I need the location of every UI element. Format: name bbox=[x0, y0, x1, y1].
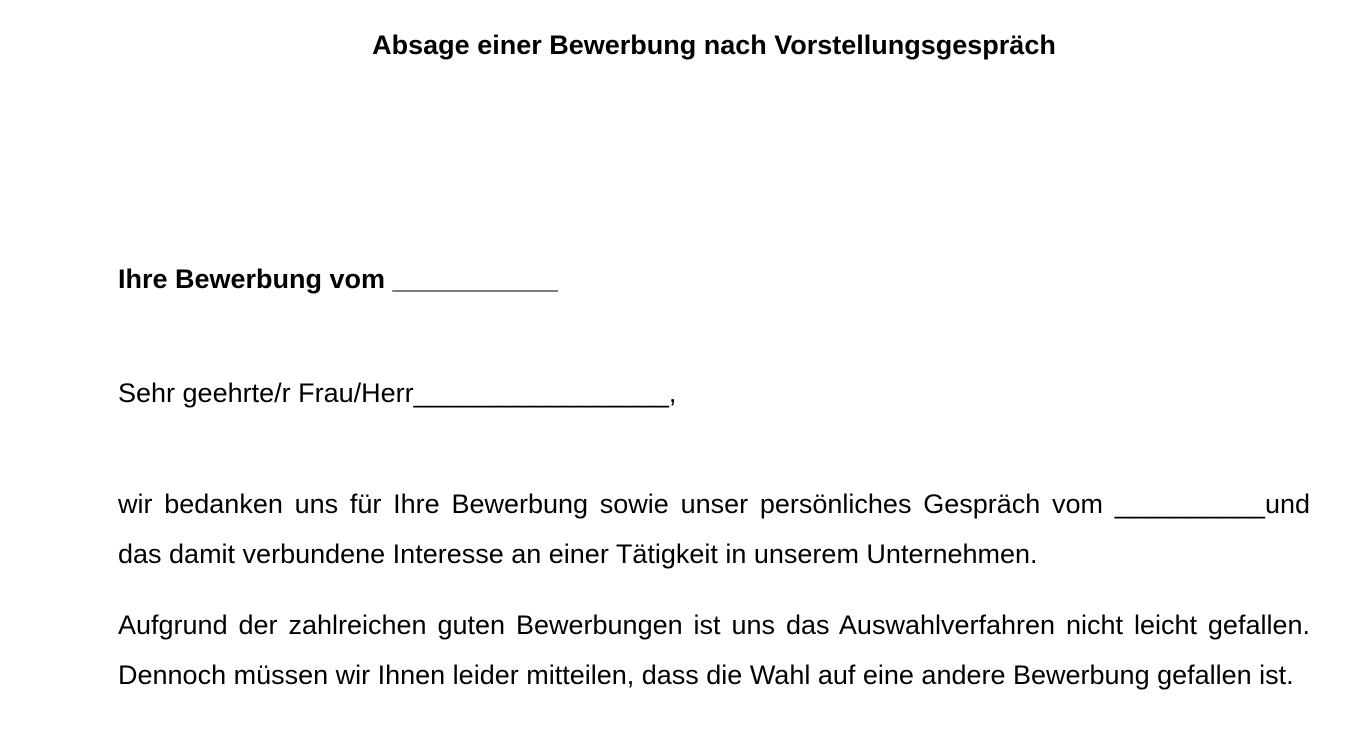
document-title: Absage einer Bewerbung nach Vorstellungsgespräch bbox=[372, 30, 1056, 60]
subject-line: Ihre Bewerbung vom ___________ bbox=[118, 264, 558, 294]
body-paragraph-2: Aufgrund der zahlreichen guten Bewerbungen ist uns das Auswahlverfahren nicht leicht gefallen. Dennoch müssen wir Ihnen leider mitteilen, dass die Wahl auf eine andere Bewerbung gefallen ist. bbox=[118, 610, 1310, 690]
body-paragraph-1: wir bedanken uns für Ihre Bewerbung sowie unser persönliches Gespräch vom __________und das damit verbundene Interesse an einer Tätigkeit in unserem Unternehmen. bbox=[118, 489, 1310, 569]
salutation-line: Sehr geehrte/r Frau/Herr_________________, bbox=[118, 378, 677, 408]
